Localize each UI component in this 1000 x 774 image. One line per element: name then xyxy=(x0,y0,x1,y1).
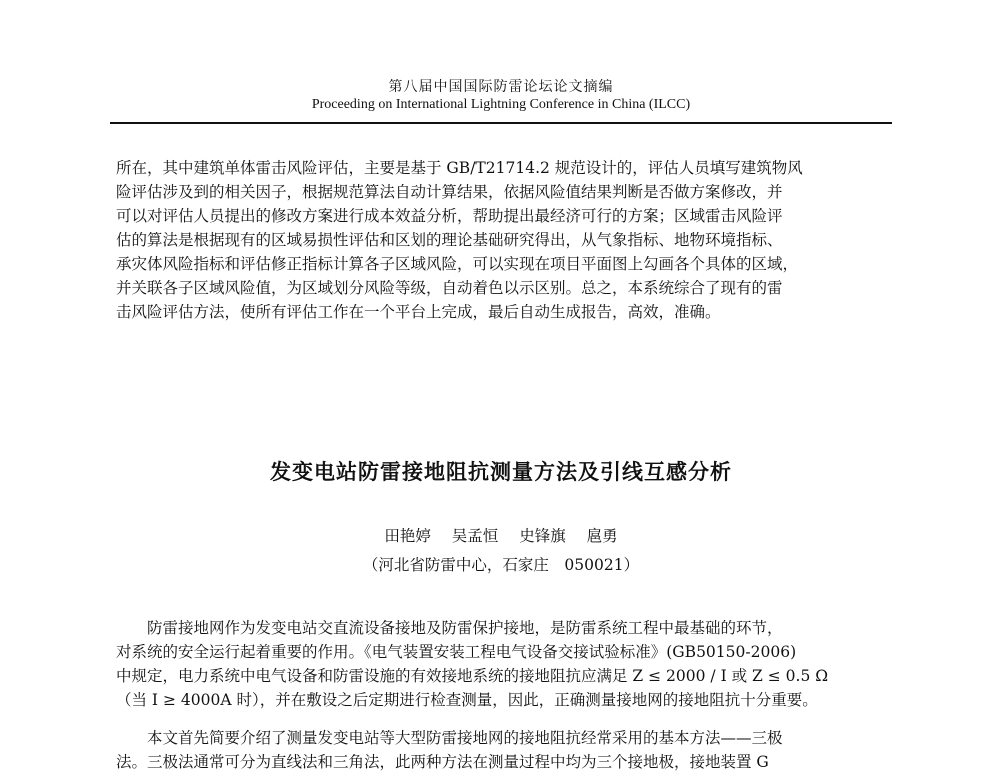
author-name: 史锋旗 xyxy=(519,527,566,545)
intro-paragraph xyxy=(116,616,891,712)
continuation-paragraph xyxy=(116,156,891,324)
paragraph-line: 对系统的安全运行起着重要的作用。《电气装置安装工程电气设备交接试验标准》(GB50150-2006) xyxy=(116,643,797,661)
paragraph-line: 本文首先简要介绍了测量发变电站等大型防雷接地网的接地阻抗经常采用的基本方法——三极 xyxy=(147,729,783,747)
article-affiliation: （河北省防雷中心，石家庄 050021） xyxy=(362,556,640,574)
paragraph-line: 险评估涉及到的相关因子，根据规范算法自动计算结果，依据风险值结果判断是否做方案修改，并 xyxy=(116,183,783,201)
paragraph-line: 中规定，电力系统中电气设备和防雷设施的有效接地系统的接地阻抗应满足 Z ≤ 2000 / I 或 Z ≤ 0.5 Ω xyxy=(116,667,829,685)
paragraph-line: 并关联各子区域风险值，为区域划分风险等级，自动着色以示区别。总之，本系统综合了现有的雷 xyxy=(116,279,783,297)
paragraph-line: 防雷接地网作为发变电站交直流设备接地及防雷保护接地，是防雷系统工程中最基础的环节， xyxy=(147,619,783,637)
author-name: 吴孟恒 xyxy=(451,527,499,545)
second-paragraph xyxy=(116,726,891,774)
author-name: 扈勇 xyxy=(586,527,618,545)
paragraph-line: 承灾体风险指标和评估修正指标计算各子区域风险，可以实现在项目平面图上勾画各个具体的区域， xyxy=(116,255,799,273)
header-rule xyxy=(110,122,892,124)
paragraph-line: 法。三极法通常可分为直线法和三角法，此两种方法在测量过程中均为三个接地极，接地装置 G xyxy=(116,753,769,771)
running-header-chinese: 第八届中国国际防雷论坛论文摘编 xyxy=(388,79,614,95)
paragraph-line: 估的算法是根据现有的区域易损性评估和区划的理论基础研究得出，从气象指标、地物环境指标、 xyxy=(116,231,783,249)
running-header-english: Proceeding on International Lightning Conference in China (ILCC) xyxy=(311,97,691,112)
paragraph-line: （当 I ≥ 4000A 时），并在敷设之后定期进行检查测量，因此，正确测量接地网的接地阻抗十分重要。 xyxy=(116,691,818,709)
running-header xyxy=(110,78,892,114)
article-title: 发变电站防雷接地阻抗测量方法及引线互感分析 xyxy=(270,460,732,484)
article-authors xyxy=(110,524,892,548)
author-name: 田艳婷 xyxy=(384,527,431,545)
paragraph-line: 可以对评估人员提出的修改方案进行成本效益分析，帮助提出最经济可行的方案；区域雷击风险评 xyxy=(116,207,783,225)
paragraph-line: 击风险评估方法，使所有评估工作在一个平台上完成，最后自动生成报告，高效，准确。 xyxy=(116,303,721,321)
paragraph-line: 所在，其中建筑单体雷击风险评估，主要是基于 GB/T21714.2 规范设计的，评估人员填写建筑物风 xyxy=(116,159,803,177)
